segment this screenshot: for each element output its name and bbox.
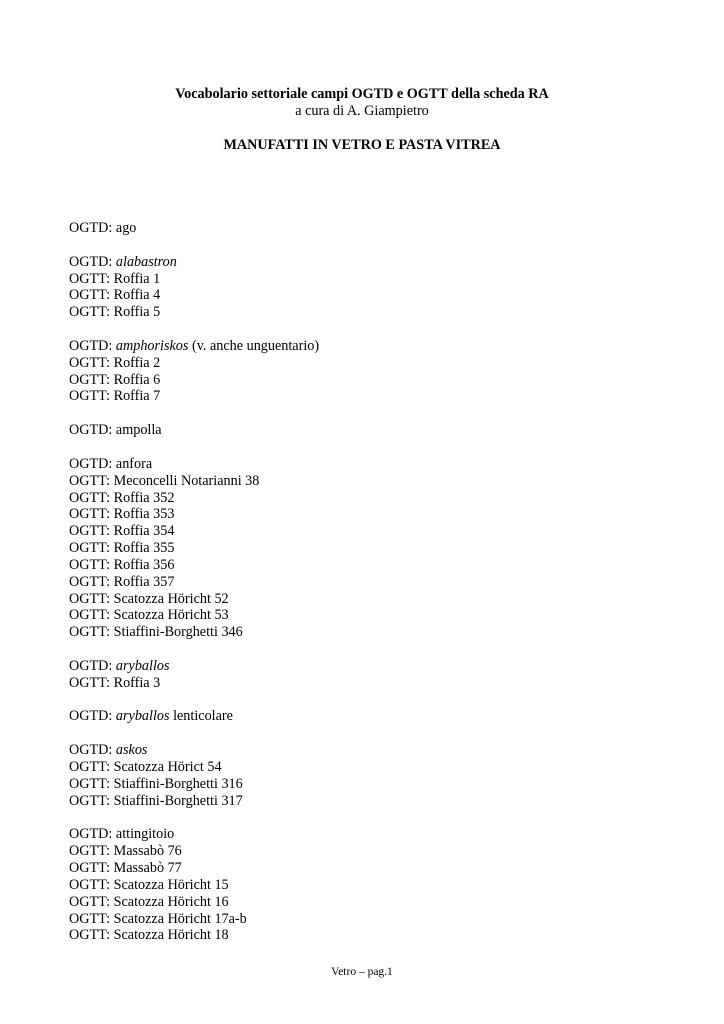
- ogtt-line: OGTT: Massabò 76: [69, 843, 182, 860]
- vocabulary-group: [69, 658, 689, 692]
- vocabulary-group: [69, 254, 689, 321]
- ogtd-prefix: OGTD:: [69, 657, 116, 674]
- ogtd-term: anfora: [115, 455, 153, 472]
- ogtd-prefix: OGTD:: [69, 253, 116, 270]
- group-spacer: [69, 439, 689, 456]
- ogtd-prefix: OGTD:: [69, 220, 116, 236]
- group-spacer: [69, 237, 689, 254]
- ogtt-line: OGTT: Roffia 355: [69, 540, 175, 557]
- ogtt-line: OGTT: Stiaffini-Borghetti 317: [69, 792, 243, 809]
- vocabulary-group: [69, 338, 689, 405]
- ogtd-suffix: (v. anche unguentario): [188, 337, 320, 354]
- ogtd-line: [69, 220, 689, 237]
- ogtt-line: OGTT: Roffia 1: [69, 270, 161, 287]
- ogtd-prefix: OGTD:: [69, 455, 116, 472]
- ogtd-term: ago: [115, 220, 137, 236]
- ogtt-line: OGTT: Roffia 7: [69, 388, 161, 405]
- group-spacer: [69, 725, 689, 742]
- ogtt-line: OGTT: Roffia 4: [69, 287, 161, 304]
- ogtd-line: [69, 254, 689, 271]
- document-title: Vocabolario settoriale campi OGTD e OGTT della scheda RA: [175, 86, 549, 102]
- ogtt-line: OGTT: Roffia 357: [69, 573, 175, 590]
- ogtt-line: OGTT: Roffia 6: [69, 371, 161, 388]
- ogtd-suffix: lenticolare: [169, 708, 233, 725]
- vocabulary-group: [69, 422, 689, 439]
- ogtd-term: ampolla: [115, 422, 162, 439]
- ogtt-line: OGTT: Scatozza Höricht 17a-b: [69, 910, 247, 927]
- vocabulary-group: [69, 456, 689, 641]
- ogtd-term: alabastron: [115, 253, 177, 270]
- group-spacer: [69, 405, 689, 422]
- ogtt-line: OGTT: Scatozza Höricht 15: [69, 876, 229, 893]
- ogtt-line: OGTT: Roffia 354: [69, 523, 175, 540]
- ogtt-line: OGTT: Stiaffini-Borghetti 316: [69, 775, 243, 792]
- vocabulary-group: [69, 742, 689, 809]
- ogtd-term: askos: [115, 742, 148, 759]
- ogtd-prefix: OGTD:: [69, 742, 116, 759]
- ogtt-line: OGTT: Scatozza Höricht 18: [69, 927, 229, 944]
- ogtt-line: OGTT: Scatozza Höricht 53: [69, 607, 229, 624]
- ogtd-line: [69, 456, 689, 473]
- ogtt-line: OGTT: Stiaffini-Borghetti 346: [69, 624, 243, 641]
- document-header: [0, 86, 724, 120]
- ogtt-line: OGTT: Meconcelli Notarianni 38: [69, 472, 260, 489]
- group-spacer: [69, 810, 689, 827]
- group-spacer: [69, 692, 689, 709]
- ogtt-line: OGTT: Roffia 5: [69, 304, 161, 321]
- ogtd-term: amphoriskos: [115, 337, 189, 354]
- ogtt-line: OGTT: Scatozza Höricht 16: [69, 893, 229, 910]
- ogtd-line: [69, 826, 689, 843]
- ogtd-prefix: OGTD:: [69, 708, 116, 725]
- group-spacer: [69, 321, 689, 338]
- ogtt-line: OGTT: Roffia 353: [69, 506, 175, 523]
- ogtd-term: aryballos: [115, 708, 170, 725]
- ogtd-line: [69, 708, 689, 725]
- ogtd-term: aryballos: [115, 657, 170, 674]
- ogtd-line: [69, 742, 689, 759]
- page-footer: Vetro – pag.1: [331, 966, 393, 978]
- ogtd-prefix: OGTD:: [69, 422, 116, 439]
- vocabulary-list: [69, 220, 689, 944]
- ogtt-line: OGTT: Scatozza Hörict 54: [69, 759, 222, 775]
- ogtt-line: OGTT: Roffia 2: [69, 354, 161, 371]
- ogtt-line: OGTT: Scatozza Höricht 52: [69, 590, 229, 607]
- vocabulary-group: [69, 826, 689, 944]
- ogtd-prefix: OGTD:: [69, 337, 116, 354]
- ogtd-prefix: OGTD:: [69, 826, 116, 843]
- group-spacer: [69, 641, 689, 658]
- ogtd-line: [69, 338, 689, 355]
- ogtt-line: OGTT: Roffia 3: [69, 674, 161, 691]
- section-title: MANUFATTI IN VETRO E PASTA VITREA: [223, 137, 501, 153]
- vocabulary-group: [69, 220, 689, 237]
- ogtt-line: OGTT: Roffia 356: [69, 556, 175, 573]
- ogtd-term: attingitoio: [115, 826, 175, 843]
- vocabulary-group: [69, 708, 689, 725]
- ogtt-line: OGTT: Massabò 77: [69, 860, 182, 877]
- ogtd-line: [69, 658, 689, 675]
- document-subtitle: a cura di A. Giampietro: [295, 103, 429, 119]
- ogtd-line: [69, 422, 689, 439]
- ogtt-line: OGTT: Roffia 352: [69, 489, 175, 506]
